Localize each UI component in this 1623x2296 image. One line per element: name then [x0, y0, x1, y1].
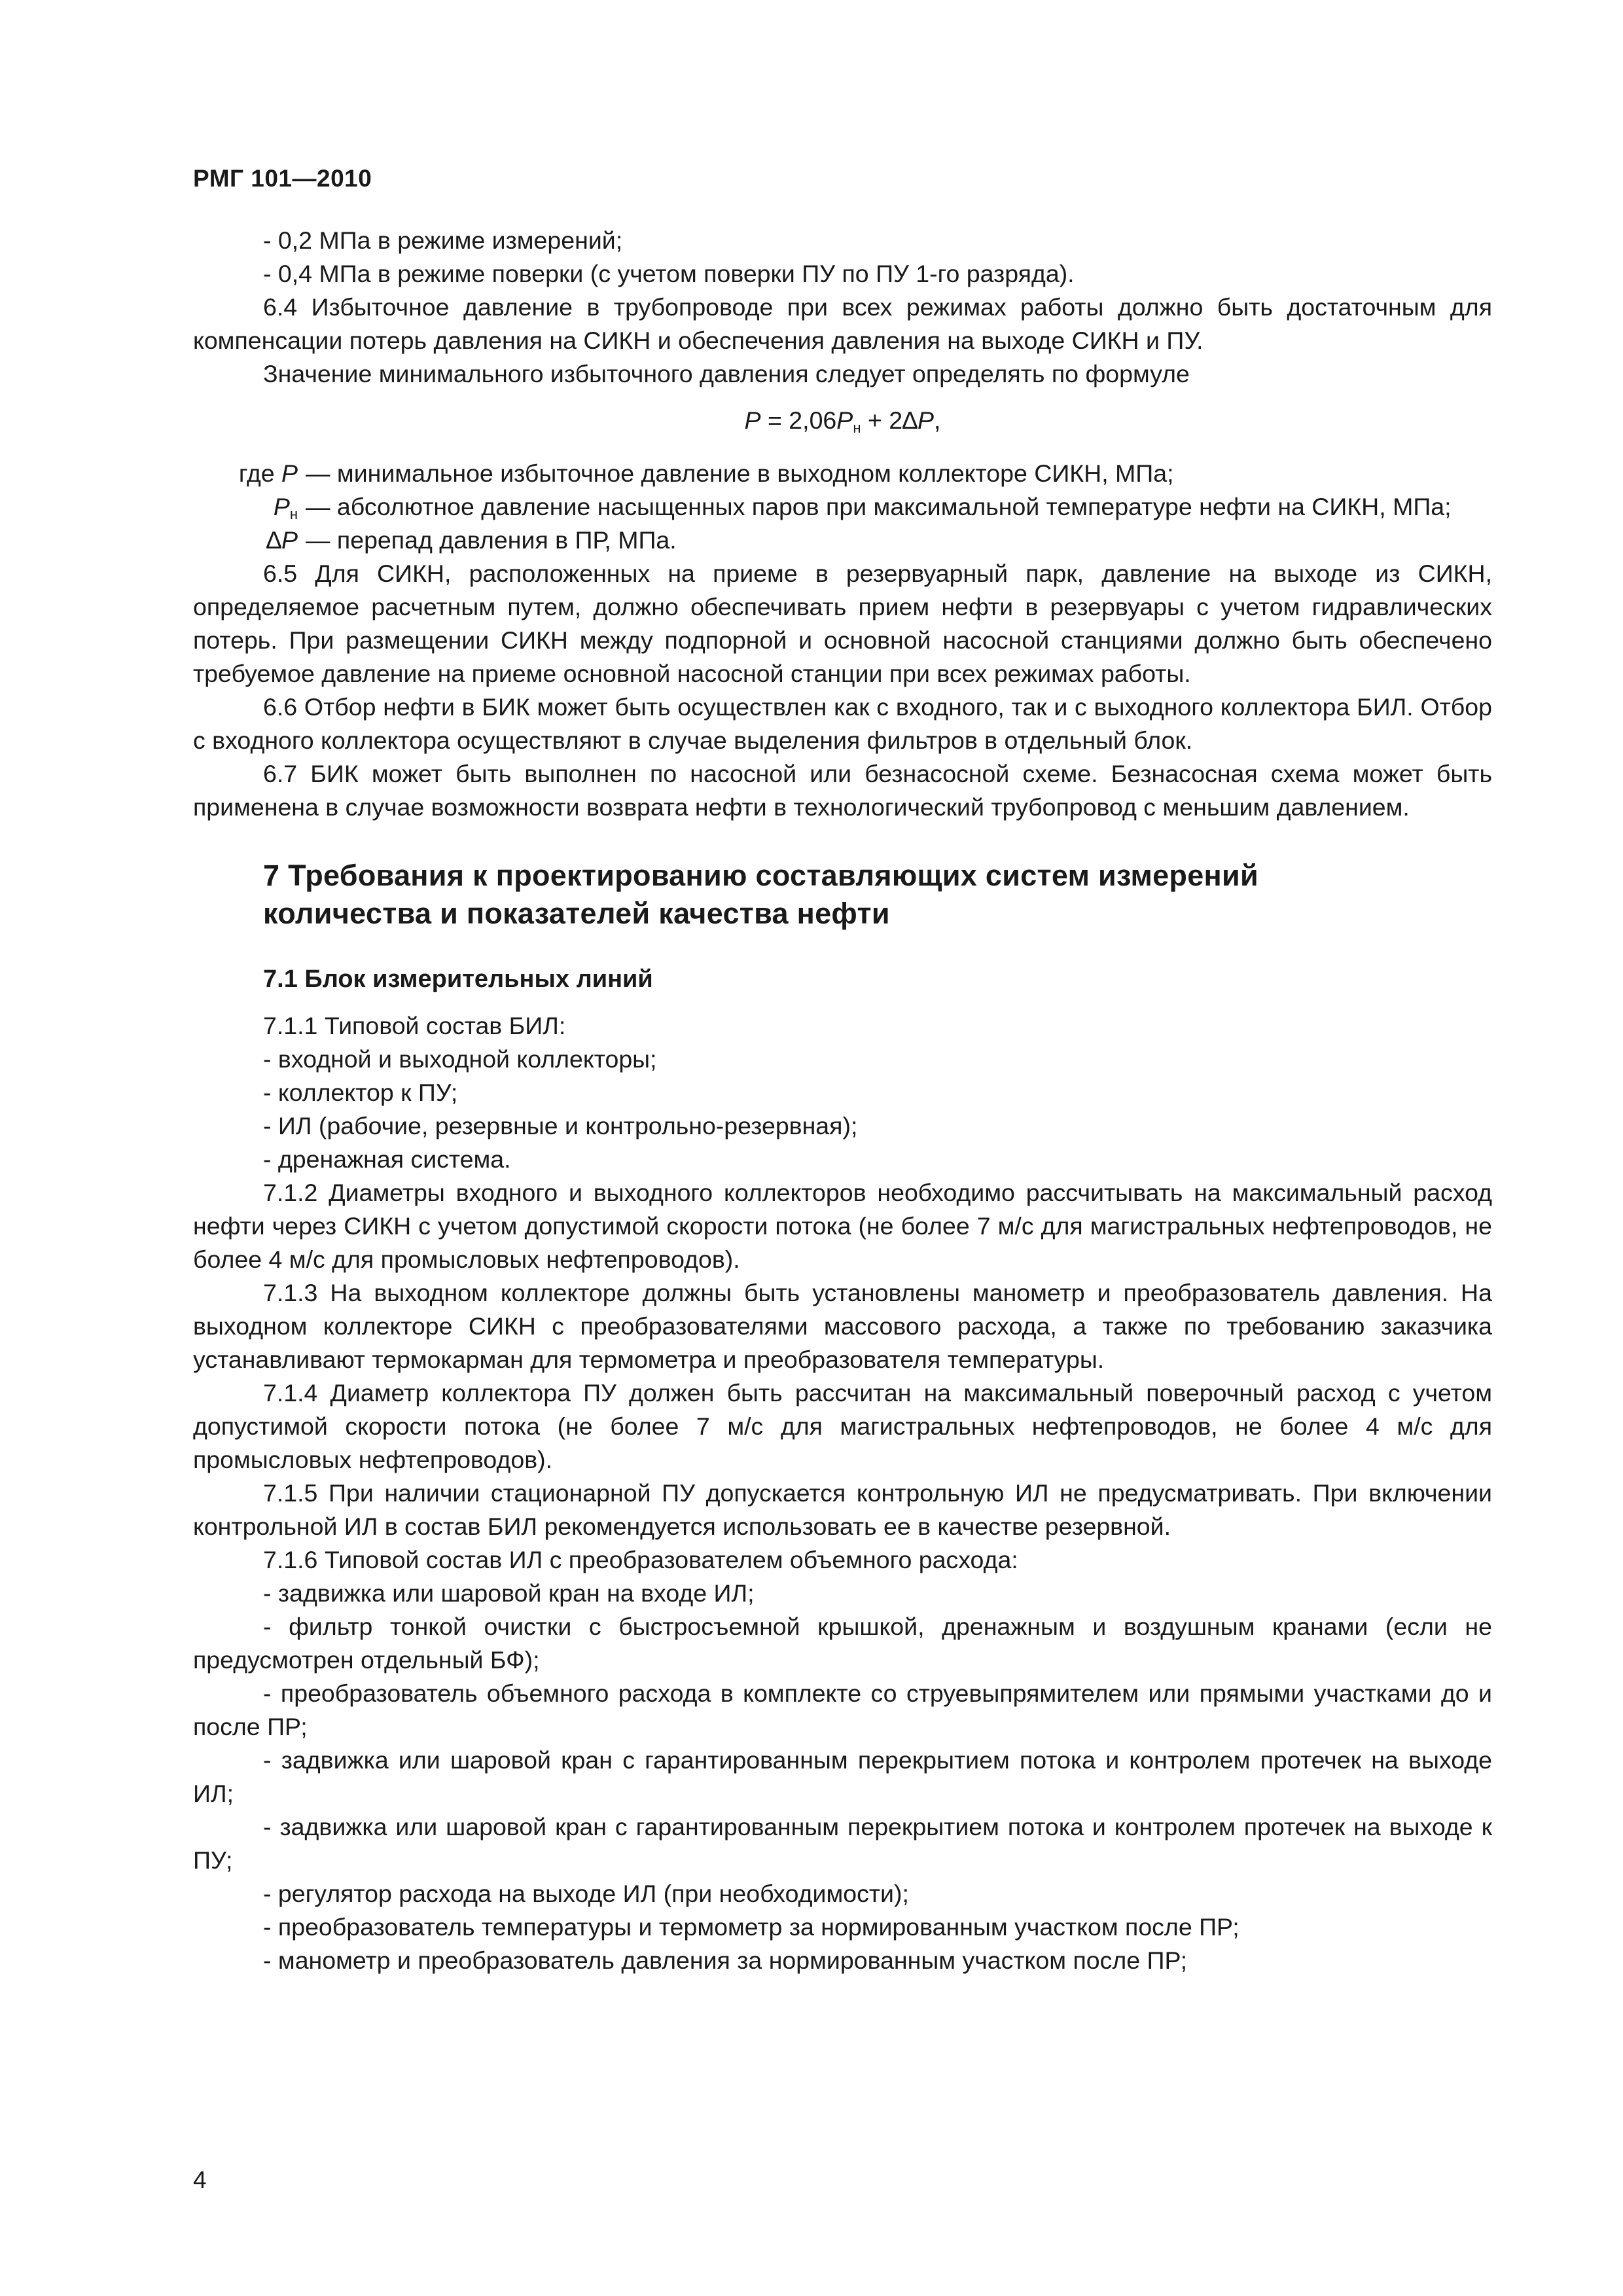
subsection-title: 7.1 Блок измерительных линий [263, 965, 653, 993]
definition-row [193, 490, 1452, 524]
list-item: - манометр и преобразователь давления за нормированным участком после ПР; [263, 1946, 1188, 1974]
list-item: - преобразователь объемного расхода в комплекте со струевыпрямителем или прямыми участками до и после ПР; [193, 1679, 1492, 1740]
pressure-formula [193, 404, 1492, 437]
paragraph: 7.1.6 Типовой состав ИЛ с преобразователем объемного расхода: [263, 1546, 1018, 1573]
paragraph: 6.5 Для СИКН, расположенных на приеме в резервуарный парк, давление на выходе из СИКН, определяемое расчетным путем, должно обеспечивать прием нефти в резервуары с учетом гидравлических потерь. При размещении СИКН между подпорной и основной насосной станциями должно быть обеспечено требуемое давление на приеме основной насосной станции при всех режимах работы. [193, 560, 1492, 687]
paragraph: 7.1.2 Диаметры входного и выходного коллекторов необходимо рассчитывать на максимальный расход нефти через СИКН с учетом допустимой скорости потока (не более 7 м/с для магистральных нефтепроводов, не более 4 м/с для промысловых нефтепроводов). [193, 1179, 1492, 1273]
formula-sub: н [853, 420, 861, 436]
list-item: - коллектор к ПУ; [263, 1079, 458, 1106]
list-item: - ИЛ (рабочие, резервные и контрольно-резервная); [263, 1112, 858, 1139]
document-header: РМГ 101—2010 [193, 165, 372, 192]
paragraph: - 0,4 МПа в режиме поверки (с учетом поверки ПУ по ПУ 1-го разряда). [263, 260, 1075, 287]
definition-text: — минимальное избыточное давление в выходном коллекторе СИКН, МПа; [306, 459, 1174, 487]
formula-end: , [934, 406, 941, 434]
definition-text: — абсолютное давление насыщенных паров при максимальной температуре нефти на СИКН, МПа; [306, 493, 1452, 520]
definition-row [193, 457, 1452, 490]
document-body [193, 224, 1492, 1977]
formula-definitions [193, 457, 1452, 557]
definition-row [193, 524, 1452, 557]
section-title-line: количества и показателей качества нефти [263, 897, 890, 930]
formula-rest-p: P [918, 406, 935, 434]
section-title [263, 857, 1492, 933]
list-item: - задвижка или шаровой кран с гарантированным перекрытием потока и контролем протечек на выходе к ПУ; [193, 1813, 1492, 1874]
list-item: - преобразователь температуры и термометр за нормированным участком после ПР; [263, 1913, 1240, 1941]
paragraph: 6.6 Отбор нефти в БИК может быть осуществлен как с входного, так и с выходного коллектора БИЛ. Отбор с входного коллектора осуществляют в случае выделения фильтров в отдельный блок. [193, 693, 1492, 754]
paragraph: Значение минимального избыточного давления следует определять по формуле [263, 360, 1190, 387]
formula-rest: + 2∆ [861, 406, 918, 434]
list-item: - регулятор расхода на выходе ИЛ (при необходимости); [263, 1880, 909, 1907]
paragraph: 6.4 Избыточное давление в трубопроводе при всех режимах работы должно быть достаточным для компенсации потерь давления на СИКН и обеспечения давления на выходе СИКН и ПУ. [193, 293, 1492, 354]
list-item: - фильтр тонкой очистки с быстросъемной крышкой, дренажным и воздушным кранами (если не предусмотрен отдельный БФ); [193, 1613, 1492, 1674]
list-item: - задвижка или шаровой кран с гарантированным перекрытием потока и контролем протечек на выходе ИЛ; [193, 1746, 1492, 1807]
paragraph: 7.1.5 При наличии стационарной ПУ допускается контрольную ИЛ не предусматривать. При включении контрольной ИЛ в состав БИЛ рекомендуется использовать ее в качестве резервной. [193, 1479, 1492, 1540]
paragraph: 6.7 БИК может быть выполнен по насосной или безнасосной схеме. Безнасосная схема может быть применена в случае возможности возврата нефти в технологический трубопровод с меньшим давлением. [193, 760, 1492, 821]
list-item: - дренажная система. [263, 1145, 511, 1173]
formula-lhs: P [744, 406, 761, 434]
formula-mid: = 2,06 [760, 406, 837, 434]
list-item: - входной и выходной коллекторы; [263, 1045, 657, 1073]
definition-symbol: ∆P [266, 526, 298, 554]
definition-symbol: $P_н$ [273, 493, 298, 522]
paragraph: - 0,2 МПа в режиме измерений; [263, 226, 623, 254]
definition-symbol: где P [238, 459, 298, 487]
list-item: - задвижка или шаровой кран на входе ИЛ; [263, 1579, 755, 1607]
paragraph: 7.1.1 Типовой состав БИЛ: [263, 1012, 566, 1039]
section-title-line: 7 Требования к проектированию составляющих систем измерений [263, 859, 1258, 892]
paragraph: 7.1.3 На выходном коллекторе должны быть установлены манометр и преобразователь давления. На выходном коллекторе СИКН с преобразователями массового расхода, а также по требованию заказчика устанавливают термокарман для термометра и преобразователя температуры. [193, 1279, 1492, 1373]
page-number: 4 [193, 2166, 207, 2193]
formula-p: P [836, 406, 853, 434]
definition-text: — перепад давления в ПР, МПа. [306, 526, 677, 554]
paragraph: 7.1.4 Диаметр коллектора ПУ должен быть рассчитан на максимальный поверочный расход с учетом допустимой скорости потока (не более 7 м/с для магистральных нефтепроводов, не более 4 м/с для промысловых нефтепроводов). [193, 1379, 1492, 1473]
